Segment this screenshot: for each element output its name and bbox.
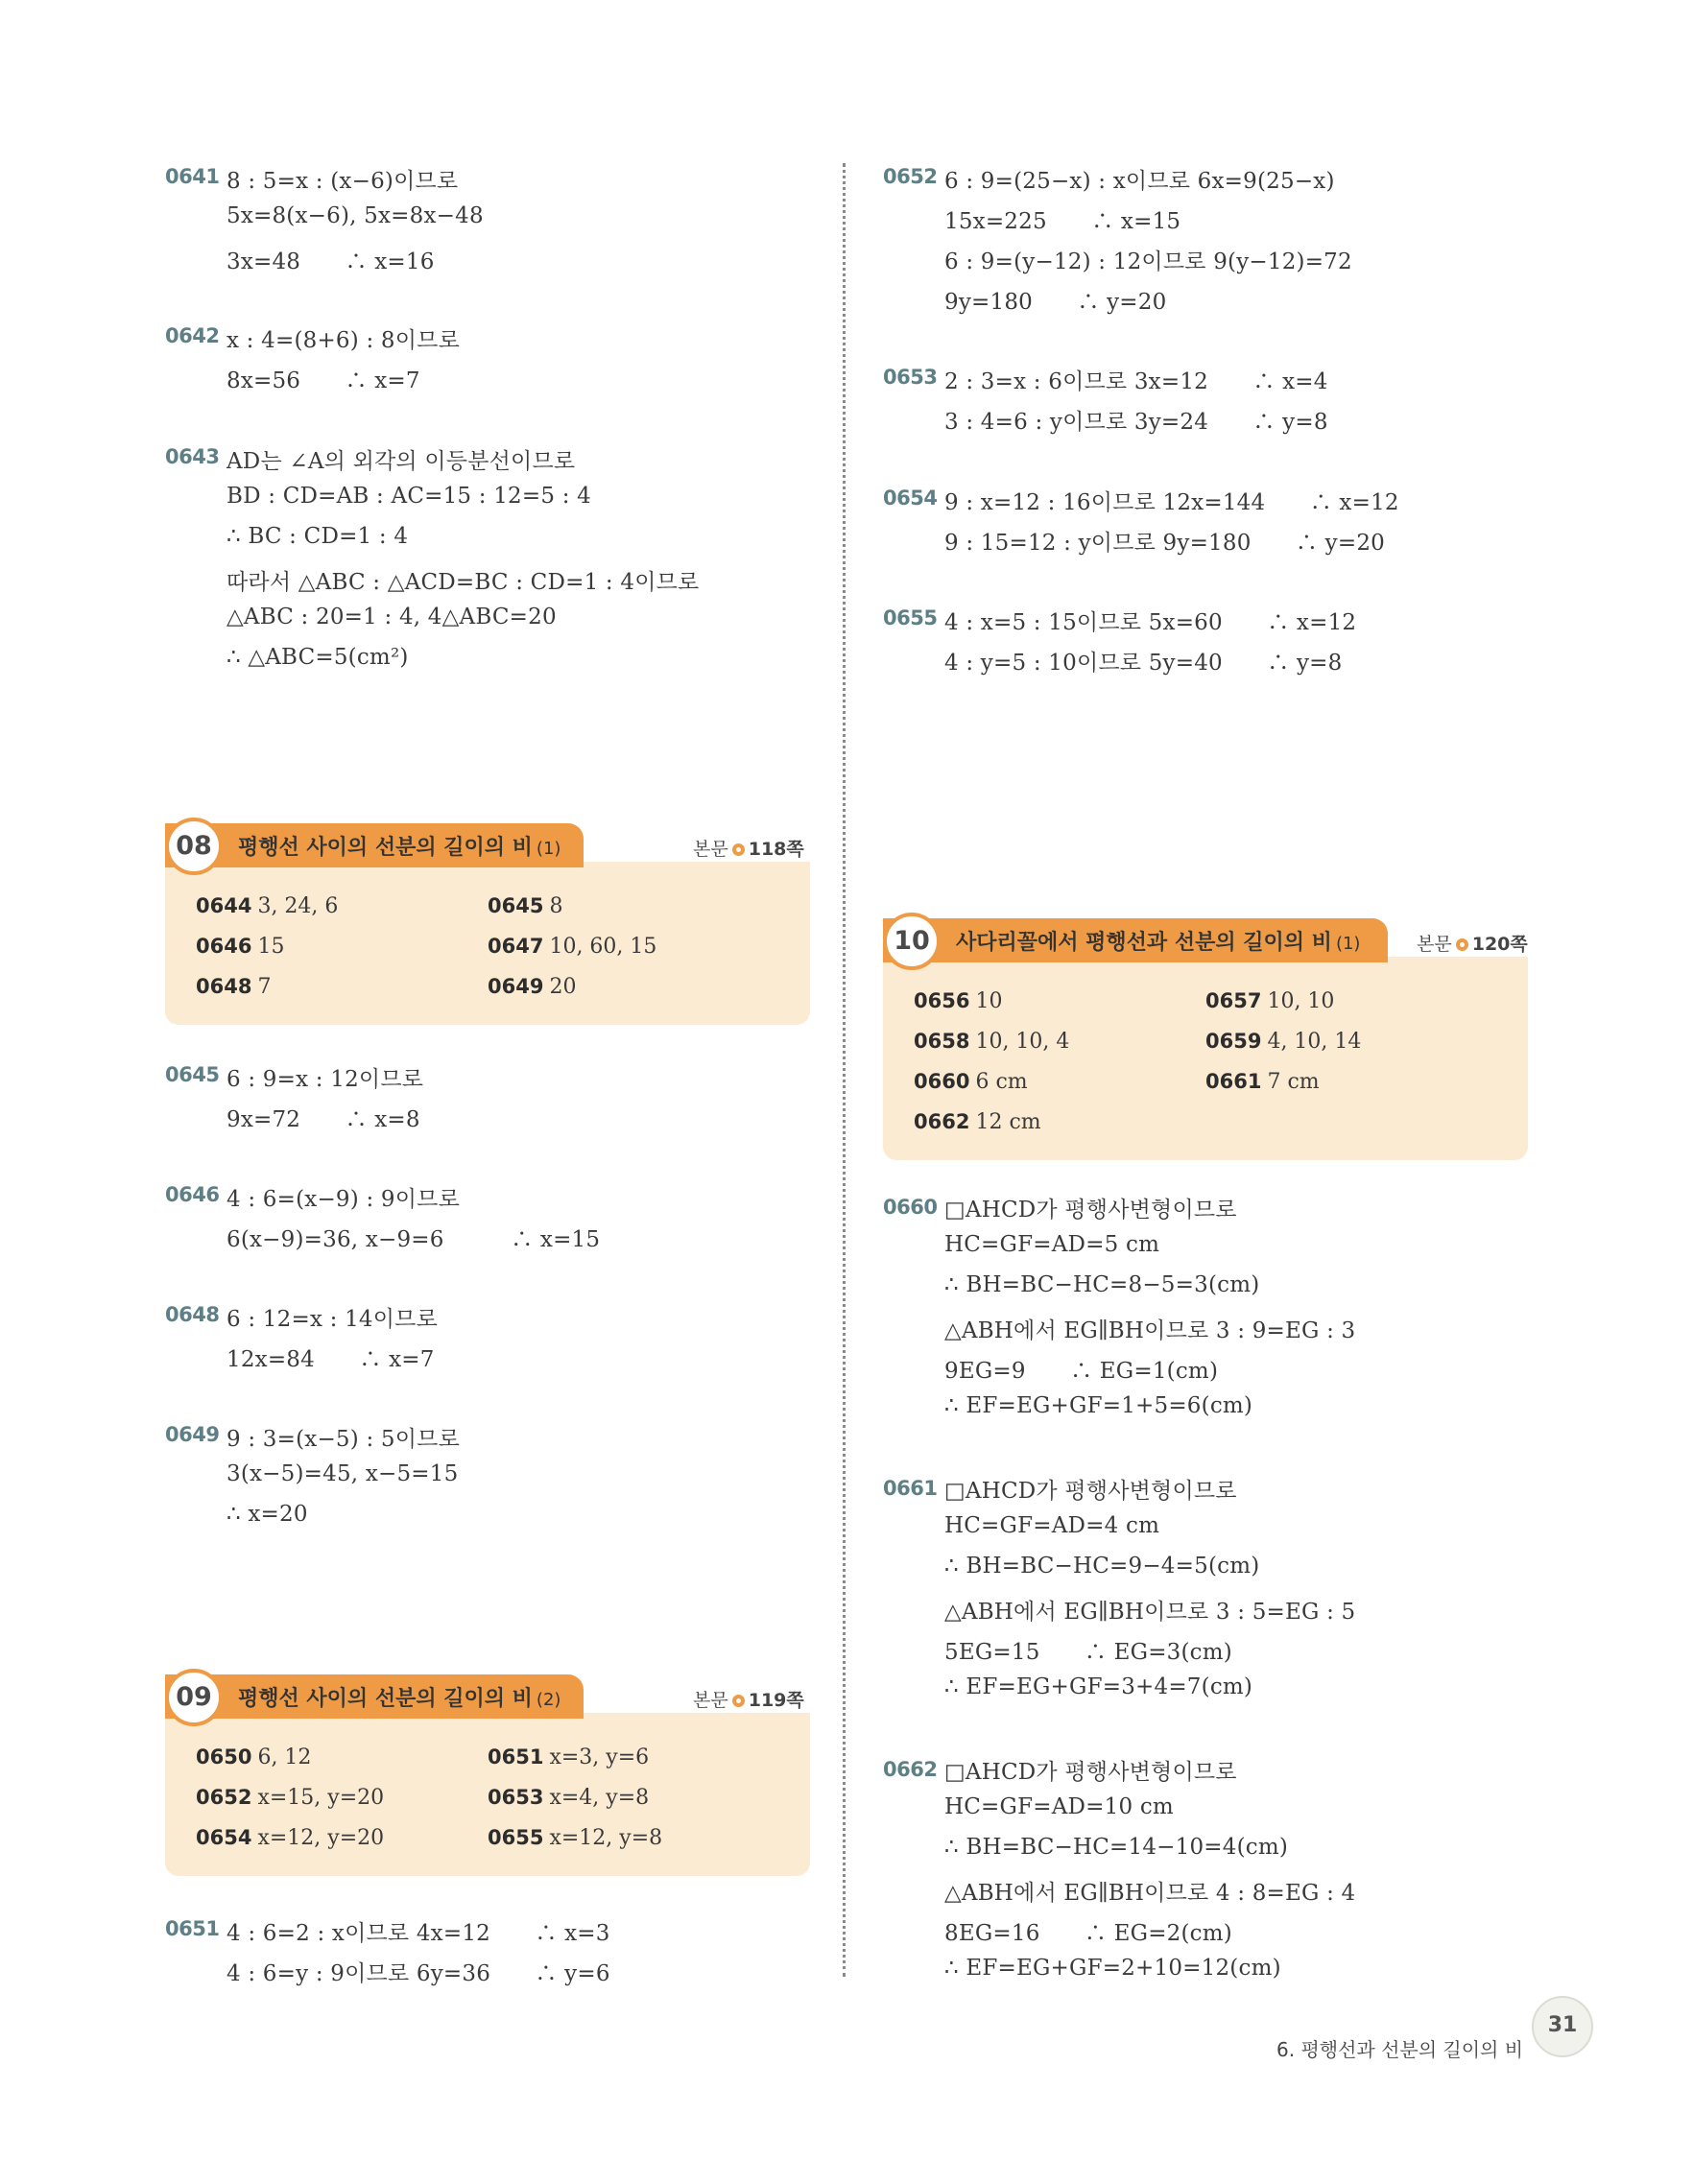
solution-line: 9EG=9 ∴ EG=1(cm) xyxy=(944,1359,1219,1384)
solution-line: 4 : 6=y : 9이므로 6y=36 ∴ y=6 xyxy=(227,1961,610,1986)
problem-id: 0662 xyxy=(883,1758,938,1781)
solution-line: 4 : 6=(x−9) : 9이므로 xyxy=(227,1187,460,1212)
solution-line: 6(x−9)=36, x−9=6 ∴ x=15 xyxy=(227,1227,601,1252)
solution-line: x : 4=(8+6) : 8이므로 xyxy=(227,328,460,353)
solution-line: △ABH에서 EG∥BH이므로 3 : 9=EG : 3 xyxy=(944,1318,1356,1343)
solution-line: 4 : 6=2 : x이므로 4x=12 ∴ x=3 xyxy=(227,1921,610,1946)
answer-item: 0644 3, 24, 6 xyxy=(196,894,339,918)
solution-line: △ABH에서 EG∥BH이므로 4 : 8=EG : 4 xyxy=(944,1881,1356,1906)
solution-line: 3 : 4=6 : y이므로 3y=24 ∴ y=8 xyxy=(944,410,1328,435)
solution-line: △ABH에서 EG∥BH이므로 3 : 5=EG : 5 xyxy=(944,1600,1356,1625)
chapter-footer: 6. 평행선과 선분의 길이의 비 xyxy=(1276,2038,1524,2061)
problem-id: 0660 xyxy=(883,1196,938,1219)
solution-line: ∴ BH=BC−HC=9−4=5(cm) xyxy=(944,1554,1260,1579)
problem-id: 0652 xyxy=(883,165,938,188)
section-title: 사다리꼴에서 평행선과 선분의 길이의 비 (1) xyxy=(956,931,1361,955)
answer-item: 0651 x=3, y=6 xyxy=(488,1745,650,1769)
page-reference: 본문 118쪽 xyxy=(693,839,804,860)
section-number: 10 xyxy=(883,913,941,970)
solution-line: HC=GF=AD=4 cm xyxy=(944,1513,1160,1538)
problem-id: 0648 xyxy=(165,1303,220,1326)
circle-icon xyxy=(1456,938,1468,951)
solution-line: 3(x−5)=45, x−5=15 xyxy=(227,1461,459,1486)
answer-item: 0646 15 xyxy=(196,935,285,959)
solution-line: 8 : 5=x : (x−6)이므로 xyxy=(227,169,459,194)
solution-line: 4 : x=5 : 15이므로 5x=60 ∴ x=12 xyxy=(944,610,1357,635)
answer-item: 0647 10, 60, 15 xyxy=(488,935,657,959)
solution-line: 3x=48 ∴ x=16 xyxy=(227,249,435,274)
page-number: 31 xyxy=(1532,1996,1593,2057)
solution-line: △ABC : 20=1 : 4, 4△ABC=20 xyxy=(227,605,557,629)
solution-line: 6 : 9=(y−12) : 12이므로 9(y−12)=72 xyxy=(944,249,1352,274)
answer-item: 0649 20 xyxy=(488,975,577,999)
problem-id: 0653 xyxy=(883,366,938,389)
answer-item: 0655 x=12, y=8 xyxy=(488,1826,663,1850)
answer-item: 0661 7 cm xyxy=(1205,1070,1320,1094)
solution-line: 9y=180 ∴ y=20 xyxy=(944,290,1167,315)
problem-id: 0651 xyxy=(165,1917,220,1940)
solution-line: 9x=72 ∴ x=8 xyxy=(227,1107,420,1132)
solution-line: 9 : x=12 : 16이므로 12x=144 ∴ x=12 xyxy=(944,490,1399,515)
answer-item: 0654 x=12, y=20 xyxy=(196,1826,385,1850)
answer-item: 0658 10, 10, 4 xyxy=(914,1030,1070,1054)
problem-id: 0646 xyxy=(165,1183,220,1206)
section-number: 09 xyxy=(165,1669,223,1726)
solution-line: 6 : 9=x : 12이므로 xyxy=(227,1067,424,1092)
section-09 xyxy=(165,1674,810,1876)
column-divider xyxy=(843,163,846,1977)
solution-line: ∴ BH=BC−HC=8−5=3(cm) xyxy=(944,1272,1260,1297)
section-title: 평행선 사이의 선분의 길이의 비 (2) xyxy=(238,1687,561,1711)
answer-item: 0648 7 xyxy=(196,975,272,999)
solution-line: □AHCD가 평행사변형이므로 xyxy=(944,1760,1237,1785)
solution-line: 5x=8(x−6), 5x=8x−48 xyxy=(227,203,484,228)
solution-line: 6 : 9=(25−x) : x이므로 6x=9(25−x) xyxy=(944,169,1335,194)
solution-line: □AHCD가 평행사변형이므로 xyxy=(944,1479,1237,1504)
answer-item: 0656 10 xyxy=(914,989,1003,1013)
solution-line: BD : CD=AB : AC=15 : 12=5 : 4 xyxy=(227,484,591,509)
solution-line: 5EG=15 ∴ EG=3(cm) xyxy=(944,1640,1232,1665)
problem-id: 0645 xyxy=(165,1063,220,1086)
solution-line: □AHCD가 평행사변형이므로 xyxy=(944,1198,1237,1223)
solution-line: 8x=56 ∴ x=7 xyxy=(227,368,420,393)
solution-line: 6 : 12=x : 14이므로 xyxy=(227,1307,439,1332)
solution-line: 4 : y=5 : 10이므로 5y=40 ∴ y=8 xyxy=(944,651,1343,676)
solution-line: 9 : 15=12 : y이므로 9y=180 ∴ y=20 xyxy=(944,531,1385,556)
problem-id: 0661 xyxy=(883,1477,938,1500)
solution-line: ∴ EF=EG+GF=1+5=6(cm) xyxy=(944,1393,1253,1418)
answer-item: 0659 4, 10, 14 xyxy=(1205,1030,1362,1054)
answer-item: 0657 10, 10 xyxy=(1205,989,1335,1013)
solution-line: ∴ x=20 xyxy=(227,1502,308,1527)
answer-item: 0645 8 xyxy=(488,894,563,918)
solution-line: AD는 ∠A의 외각의 이등분선이므로 xyxy=(227,449,576,474)
solution-line: ∴ △ABC=5(cm²) xyxy=(227,645,409,670)
solution-line: HC=GF=AD=5 cm xyxy=(944,1232,1160,1257)
solution-line: 9 : 3=(x−5) : 5이므로 xyxy=(227,1427,460,1452)
solution-line: 2 : 3=x : 6이므로 3x=12 ∴ x=4 xyxy=(944,369,1328,394)
section-10 xyxy=(883,918,1528,1160)
answer-item: 0662 12 cm xyxy=(914,1110,1041,1134)
problem-id: 0655 xyxy=(883,606,938,629)
solution-line: 15x=225 ∴ x=15 xyxy=(944,209,1181,234)
problem-id: 0649 xyxy=(165,1423,220,1446)
solution-line: ∴ EF=EG+GF=2+10=12(cm) xyxy=(944,1956,1281,1981)
section-number: 08 xyxy=(165,818,223,875)
circle-icon xyxy=(732,1695,745,1707)
solution-line: 8EG=16 ∴ EG=2(cm) xyxy=(944,1921,1232,1946)
solution-line: 따라서 △ABC : △ACD=BC : CD=1 : 4이므로 xyxy=(227,570,700,595)
problem-id: 0643 xyxy=(165,445,220,468)
answer-item: 0652 x=15, y=20 xyxy=(196,1786,385,1810)
answer-item: 0653 x=4, y=8 xyxy=(488,1786,650,1810)
page-reference: 본문 120쪽 xyxy=(1417,934,1528,955)
problem-id: 0654 xyxy=(883,487,938,510)
section-title: 평행선 사이의 선분의 길이의 비 (1) xyxy=(238,836,561,860)
answer-item: 0660 6 cm xyxy=(914,1070,1028,1094)
solution-line: ∴ EF=EG+GF=3+4=7(cm) xyxy=(944,1674,1253,1699)
problem-id: 0642 xyxy=(165,324,220,347)
circle-icon xyxy=(732,843,745,856)
answer-item: 0650 6, 12 xyxy=(196,1745,312,1769)
page-reference: 본문 119쪽 xyxy=(693,1690,804,1711)
problem-id: 0641 xyxy=(165,165,220,188)
section-08 xyxy=(165,823,810,1025)
solution-line: 12x=84 ∴ x=7 xyxy=(227,1347,435,1372)
solution-line: ∴ BC : CD=1 : 4 xyxy=(227,524,409,549)
solution-line: HC=GF=AD=10 cm xyxy=(944,1794,1174,1819)
solution-line: ∴ BH=BC−HC=14−10=4(cm) xyxy=(944,1835,1289,1860)
